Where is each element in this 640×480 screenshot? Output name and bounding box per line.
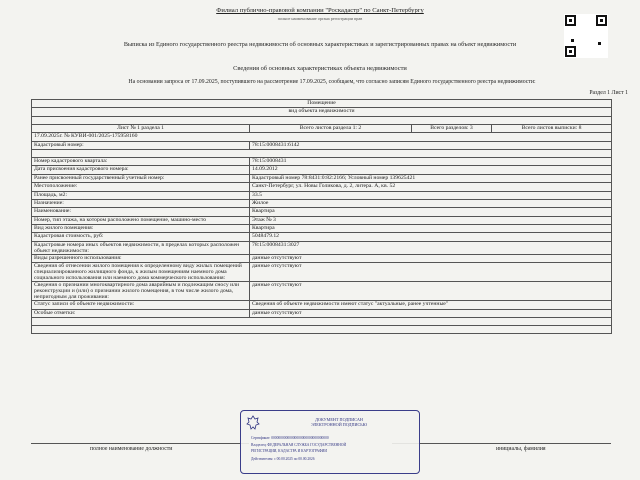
object-info-table (31, 99, 612, 334)
row-label: Назначение: (32, 199, 250, 207)
object-type: Помещение (32, 100, 612, 108)
table-row (32, 199, 612, 207)
row-value: данные отсутствуют (250, 254, 612, 262)
position-label: полное наименование должности (90, 446, 173, 452)
row-label: Сведения о признании многоквартирного дома аварийным и подлежащим сносу или реконструкции и (или) о признании жилого помещения, в том числе жилого дома, непригодным для проживания: (32, 282, 250, 301)
table-row (32, 309, 612, 317)
sheet-number: Лист № 1 раздела 1 (32, 124, 250, 132)
table-row (32, 225, 612, 233)
stamp-owner: Владелец: ФЕДЕРАЛЬНАЯ СЛУЖБА ГОСУДАРСТВЕННОЙ (251, 443, 347, 447)
row-label: Кадастровые номера иных объектов недвижимости, в пределах которых расположен объект недвижимости: (32, 241, 250, 254)
table-row (32, 208, 612, 216)
info-title: Сведения об основных характеристиках объекта недвижимости (233, 65, 407, 72)
e-signature-stamp (240, 410, 420, 474)
table-row (32, 174, 612, 182)
section-sheet: Раздел 1 Лист 1 (589, 90, 628, 96)
row-label: Статус записи об объекте недвижимости: (32, 301, 250, 309)
org-name: Филиал публично-правовой компании "Роскадастр" по Санкт-Петербургу (216, 7, 424, 14)
row-value: данные отсутствуют (250, 263, 612, 282)
row-label: Номер, тип этажа, на котором расположено помещение, машино-место (32, 216, 250, 224)
basis-text: На основании запроса от 17.09.2025, поступившего на рассмотрение 17.09.2025, сообщаем, что согласно записям Единого государственного реестра недвижимости: (128, 79, 536, 85)
row-value: Кадастровый номер 78:8431:0:82:2166; Условный номер 139625421 (250, 174, 612, 182)
row-value: Квартира (250, 208, 612, 216)
qr-code-icon (564, 14, 608, 58)
row-label: Наименование: (32, 208, 250, 216)
sections-total: Всего разделов: 3 (412, 124, 492, 132)
sheets-in-extract: Всего листов выписки: 8 (492, 124, 612, 132)
initials-label: инициалы, фамилия (496, 446, 546, 452)
table-row (32, 157, 612, 165)
row-value: Жилое (250, 199, 612, 207)
row-label: Вид жилого помещения: (32, 225, 250, 233)
table-row (32, 216, 612, 224)
stamp-owner-2: РЕГИСТРАЦИИ, КАДАСТРА И КАРТОГРАФИИ (251, 449, 327, 453)
row-label: Ранее присвоенный государственный учетный номер: (32, 174, 250, 182)
table-row (32, 166, 612, 174)
row-value: Этаж № 3 (250, 216, 612, 224)
row-value: данные отсутствуют (250, 309, 612, 317)
row-value: 78:15:0008431:3027 (250, 241, 612, 254)
sheets-in-section: Всего листов раздела 1: 2 (250, 124, 412, 132)
extract-number: 17.09.2025г. № КУВИ-001/2025-175958160 (32, 133, 612, 141)
object-type-subtitle: вид объекта недвижимости (32, 108, 612, 116)
stamp-title-2: ЭЛЕКТРОННОЙ ПОДПИСЬЮ (310, 422, 368, 428)
stamp-title-1: ДОКУМЕНТ ПОДПИСАН (315, 417, 363, 422)
row-label: Дата присвоения кадастрового номера: (32, 166, 250, 174)
row-label: Местоположение: (32, 183, 250, 191)
stamp-valid: Действителен: с 00.00.2025 по 00.00.2026 (251, 457, 315, 461)
cadastral-number-value: 78:15:0008431:6142 (250, 141, 612, 149)
row-label: Виды разрешенного использования: (32, 254, 250, 262)
row-label: Особые отметки: (32, 309, 250, 317)
row-value: 33.5 (250, 191, 612, 199)
row-value: 78:15:0008431 (250, 157, 612, 165)
table-row (32, 233, 612, 241)
table-row (32, 191, 612, 199)
row-value: 14.09.2012 (250, 166, 612, 174)
table-row (32, 301, 612, 309)
row-label: Кадастровая стоимость, руб: (32, 233, 250, 241)
table-row (32, 263, 612, 282)
row-value: данные отсутствуют (250, 282, 612, 301)
table-row (32, 254, 612, 262)
table-row (32, 183, 612, 191)
org-subtitle: полное наименование органа регистрации прав (277, 16, 363, 21)
stamp-cert: Сертификат: 00000000000000000000000000000000 (251, 436, 329, 440)
extract-title: Выписка из Единого государственного реестра недвижимости об основных характеристиках и зарегистрированных правах на объект недвижимости (123, 41, 517, 48)
row-value: Сведения об объекте недвижимости имеют статус "актуальные, ранее учтенные" (250, 301, 612, 309)
row-label: Номер кадастрового квартала: (32, 157, 250, 165)
row-value: Санкт-Петербург, ул. Новы Голикова, д. 2, литера. А, кв. 52 (250, 183, 612, 191)
row-value: Квартира (250, 225, 612, 233)
row-label: Площадь, м2: (32, 191, 250, 199)
emblem-icon (246, 415, 260, 431)
cadastral-number-label: Кадастровый номер: (32, 141, 250, 149)
table-row (32, 282, 612, 301)
row-label: Сведения об отнесении жилого помещения к определенному виду жилых помещений специализированного жилищного фонда, к жилым помещениям наемного дома социального использования или наемного дома коммерческого использования: (32, 263, 250, 282)
row-value: 5048479.12 (250, 233, 612, 241)
table-row (32, 241, 612, 254)
